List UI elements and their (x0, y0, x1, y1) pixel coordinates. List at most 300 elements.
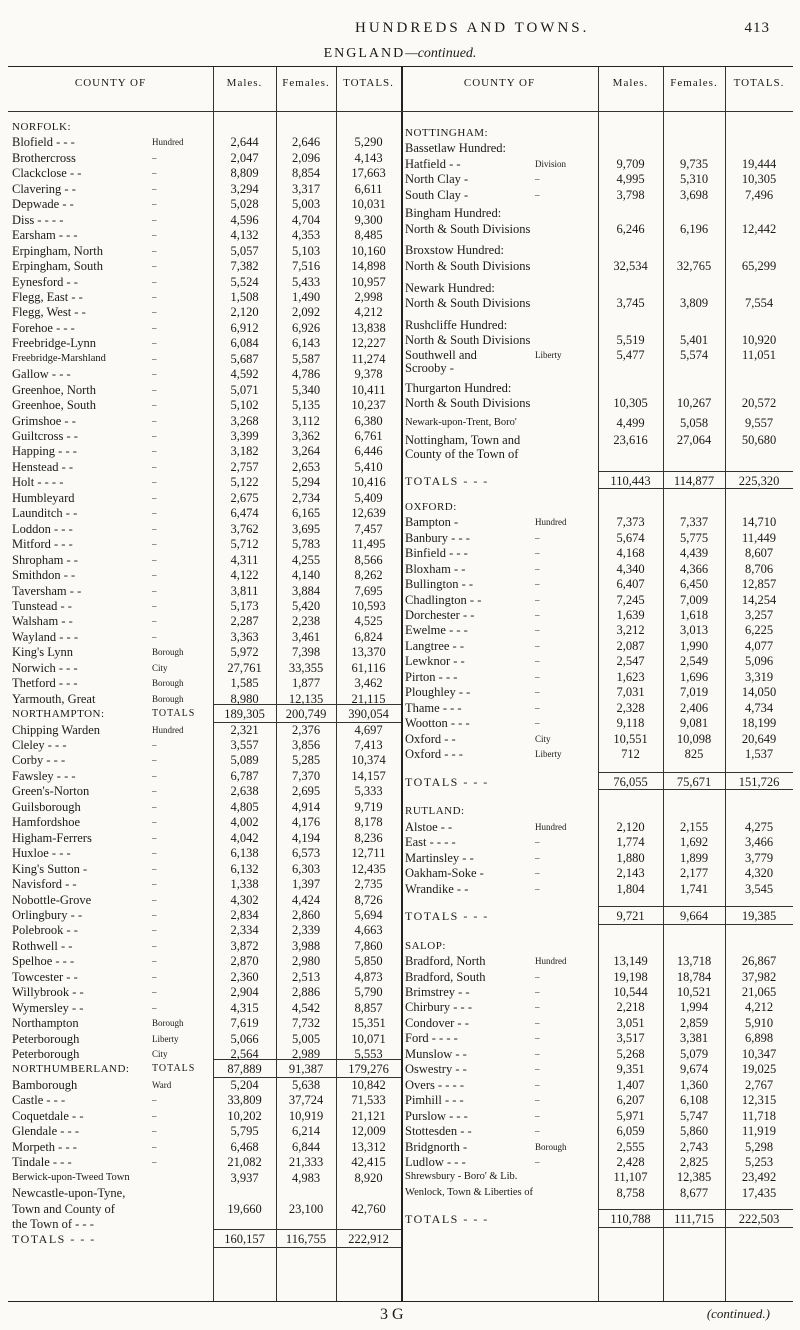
table-row (8, 819, 793, 835)
total-value: 14,254 (741, 592, 777, 607)
males-value: 6,138 (230, 846, 259, 861)
males-value: 2,334 (230, 923, 259, 938)
row-label: Brimstrey - - (405, 985, 470, 1000)
row-label: Spelhoe - - - (12, 954, 75, 969)
females-value: 200,749 (285, 707, 327, 722)
males-value: 4,168 (616, 546, 645, 561)
total-rule (598, 1209, 793, 1210)
total-value: 8,726 (354, 892, 383, 907)
table-row (8, 395, 793, 411)
total-value: 11,051 (742, 348, 776, 363)
females-value: 2,177 (679, 866, 709, 881)
males-value: 4,002 (230, 815, 259, 830)
total-value: 5,910 (744, 1015, 774, 1030)
females-value: 1,397 (291, 877, 321, 892)
total-value: 12,639 (351, 506, 386, 521)
females-value: 1,618 (679, 608, 709, 623)
females-value: 6,844 (291, 1139, 321, 1154)
males-value: 1,804 (616, 881, 645, 896)
males-value: 2,218 (616, 1000, 645, 1015)
females-value: 3,698 (679, 187, 709, 202)
row-label: Blofield - - - (12, 135, 75, 150)
row-label: NORTHAMPTON: (12, 708, 105, 721)
row-label: Flegg, West - - (12, 305, 86, 320)
row-qualifier: – (152, 848, 157, 859)
row-label: Earsham - - - (12, 228, 78, 243)
row-label: RUTLAND: (405, 805, 465, 818)
females-value: 5,135 (291, 398, 321, 413)
row-qualifier: Borough (152, 693, 184, 704)
table-row (8, 922, 793, 938)
row-qualifier: – (535, 1017, 540, 1028)
males-value: 5,204 (230, 1077, 259, 1092)
row-qualifier: – (535, 1095, 540, 1106)
males-value: 3,872 (230, 938, 259, 953)
total-value: 18,199 (741, 716, 777, 731)
row-qualifier: – (152, 369, 157, 380)
males-value: 5,795 (230, 1124, 259, 1139)
total-value: 8,857 (354, 1000, 383, 1015)
males-value: 2,870 (230, 954, 259, 969)
row-label: Willybrook - - (12, 985, 84, 1000)
row-label: Bassetlaw Hundred: (405, 141, 507, 156)
table-row (8, 1185, 793, 1201)
row-qualifier: – (535, 640, 540, 651)
total-value: 7,496 (744, 187, 774, 202)
males-value: 2,328 (616, 700, 645, 715)
total-value: 10,347 (741, 1046, 777, 1061)
total-value: 7,695 (354, 583, 383, 598)
row-qualifier: – (152, 554, 157, 565)
table-row (8, 653, 793, 669)
row-label: East - - - - (405, 835, 456, 850)
total-rule (213, 1229, 401, 1230)
row-label: County of the Town of (405, 447, 519, 462)
females-value: 8,677 (679, 1185, 709, 1200)
males-value: 19,198 (613, 969, 648, 984)
total-value: 4,873 (354, 969, 383, 984)
females-value: 1,899 (679, 850, 709, 865)
row-label: Martinsley - - (405, 850, 474, 865)
females-value: 2,092 (291, 305, 321, 320)
table-row (8, 171, 793, 187)
table-row (8, 317, 793, 333)
total-value: 9,719 (354, 799, 383, 814)
row-qualifier: – (152, 631, 157, 642)
total-value: 14,898 (351, 259, 386, 274)
males-value: 2,638 (230, 784, 259, 799)
row-qualifier: City (152, 662, 168, 673)
females-value: 2,339 (291, 923, 321, 938)
row-qualifier: – (152, 230, 157, 241)
females-value: 10,098 (676, 731, 712, 746)
total-value: 4,734 (744, 700, 774, 715)
row-label: Yarmouth, Great (12, 691, 96, 706)
col-head-males: Males. (226, 77, 263, 89)
males-value: 4,805 (230, 799, 259, 814)
row-label: Guiltcross - - (12, 429, 78, 443)
row-qualifier: – (152, 879, 157, 890)
table-row (8, 638, 793, 654)
row-label: North Clay - (405, 172, 469, 187)
table-row (8, 700, 793, 716)
row-qualifier: – (152, 600, 157, 611)
total-value: 9,378 (354, 367, 383, 382)
row-qualifier: – (152, 539, 157, 550)
total-value: 14,157 (351, 768, 386, 783)
females-value: 111,715 (674, 1212, 714, 1227)
total-value: 37,982 (741, 969, 777, 984)
total-value: 10,237 (351, 398, 386, 413)
row-qualifier: Borough (152, 647, 184, 658)
row-qualifier: – (152, 863, 157, 874)
row-qualifier: – (152, 338, 157, 349)
row-qualifier: – (152, 508, 157, 519)
total-value: 10,593 (351, 598, 386, 613)
males-value: 4,132 (230, 228, 259, 243)
row-label: Purslow - - - (405, 1108, 468, 1123)
total-value: 5,553 (354, 1047, 383, 1061)
row-label: Binfield - - - (405, 546, 468, 561)
females-value: 2,238 (291, 614, 321, 629)
males-value: 2,120 (230, 305, 259, 320)
total-value: 222,503 (738, 1212, 780, 1227)
total-value: 222,912 (348, 1232, 389, 1247)
males-value: 9,351 (616, 1062, 645, 1077)
females-value: 1,696 (679, 669, 709, 684)
total-value: 5,253 (744, 1154, 774, 1169)
males-value: 27,761 (227, 660, 262, 675)
females-value: 7,019 (679, 685, 709, 700)
total-value: 7,554 (744, 295, 774, 310)
signature-mark: 3 G (380, 1306, 404, 1323)
total-value: 3,466 (744, 835, 774, 850)
females-value: 12,135 (288, 691, 324, 706)
total-value: 3,779 (744, 850, 774, 865)
males-value: 1,639 (616, 608, 645, 623)
females-value: 5,587 (291, 351, 321, 366)
females-value: 10,267 (676, 396, 712, 411)
males-value: 11,107 (613, 1170, 648, 1185)
males-value: 2,143 (616, 866, 645, 881)
males-value: 712 (621, 747, 640, 762)
row-qualifier: – (535, 656, 540, 667)
females-value: 6,143 (291, 336, 321, 351)
females-value: 4,194 (291, 830, 321, 845)
females-value: 5,433 (291, 274, 321, 289)
table-row (8, 295, 793, 311)
males-value: 3,798 (616, 187, 645, 202)
table-row (8, 221, 793, 237)
row-label: Grimshoe - - (12, 413, 76, 428)
row-qualifier: Hundred (152, 724, 184, 735)
males-value: 3,517 (616, 1031, 645, 1046)
males-value: 5,122 (230, 475, 259, 490)
row-label: Dorchester - - (405, 608, 475, 623)
total-value: 3,545 (744, 881, 774, 896)
total-value: 14,050 (741, 685, 777, 700)
row-label: Greenhoe, South (12, 398, 97, 413)
males-value: 2,120 (616, 819, 645, 834)
females-value: 7,337 (679, 515, 709, 530)
table-row (8, 1154, 793, 1170)
row-qualifier: Hundred (535, 956, 567, 967)
males-value: 6,132 (230, 861, 259, 876)
row-qualifier: – (535, 1079, 540, 1090)
row-qualifier: – (535, 563, 540, 574)
row-label: Chipping Warden (12, 722, 100, 737)
table-row (8, 1123, 793, 1139)
row-label: TOTALS - - - (12, 1232, 96, 1247)
males-value: 5,971 (616, 1108, 645, 1123)
total-value: 8,178 (354, 815, 383, 830)
females-value: 6,926 (291, 320, 321, 335)
males-value: 7,619 (230, 1016, 259, 1031)
table-row (8, 969, 793, 985)
females-value: 1,877 (291, 676, 321, 691)
total-value: 10,071 (351, 1031, 386, 1046)
total-value: 21,115 (351, 691, 386, 706)
row-qualifier: – (152, 616, 157, 627)
females-value: 5,860 (679, 1124, 709, 1139)
females-value: 9,664 (679, 909, 709, 924)
males-value: 189,305 (224, 707, 265, 722)
males-value: 1,585 (230, 676, 259, 691)
males-value: 4,042 (230, 830, 259, 845)
table-row (8, 1092, 793, 1108)
females-value: 4,353 (291, 228, 321, 243)
females-value: 6,573 (291, 846, 321, 861)
males-value: 6,468 (230, 1139, 259, 1154)
row-qualifier: TOTALS (152, 1063, 196, 1075)
males-value: 8,980 (230, 691, 259, 706)
males-value: 4,995 (616, 172, 645, 187)
row-label: TOTALS - - - (405, 774, 489, 789)
row-label: Diss - - - - (12, 212, 64, 227)
row-label: King's Sutton - (12, 861, 88, 876)
females-value: 12,385 (676, 1170, 712, 1185)
total-value: 5,409 (354, 490, 383, 505)
row-qualifier: – (152, 1095, 157, 1106)
row-qualifier: – (535, 671, 540, 682)
col-head-females: Females. (670, 77, 718, 89)
row-label: Thame - - - (405, 700, 462, 715)
females-value: 1,741 (679, 881, 709, 896)
row-label: Bridgnorth - (405, 1139, 468, 1154)
row-qualifier: – (152, 940, 157, 951)
row-qualifier: – (152, 492, 157, 503)
row-qualifier: Division (535, 158, 567, 169)
table-row (8, 622, 793, 638)
total-value: 12,315 (741, 1093, 777, 1108)
row-qualifier: – (152, 400, 157, 411)
table-row (8, 938, 793, 954)
males-value: 7,373 (616, 515, 645, 530)
males-value: 2,428 (616, 1154, 645, 1169)
males-value: 1,774 (616, 835, 645, 850)
table-row (8, 473, 793, 489)
males-value: 4,302 (230, 892, 259, 907)
total-value: 4,212 (354, 305, 383, 320)
total-value: 4,275 (744, 819, 774, 834)
males-value: 4,315 (230, 1000, 259, 1015)
males-value: 7,382 (230, 259, 259, 274)
total-value: 10,160 (351, 243, 386, 258)
total-value: 7,413 (354, 738, 383, 752)
table-row (8, 731, 793, 747)
males-value: 3,212 (616, 623, 645, 638)
table-row (8, 1015, 793, 1031)
females-value: 6,196 (679, 221, 709, 236)
total-value: 3,319 (744, 669, 774, 684)
row-label: Newark Hundred: (405, 280, 495, 295)
females-value: 5,003 (291, 197, 321, 212)
table-row (8, 715, 793, 731)
row-qualifier: – (152, 446, 157, 457)
table-row (8, 1231, 793, 1247)
males-value: 10,305 (613, 396, 648, 411)
row-label: Fawsley - - - (12, 768, 76, 783)
row-label: TOTALS - - - (405, 1212, 489, 1227)
table-row (8, 1046, 793, 1062)
total-value: 17,663 (351, 166, 386, 181)
males-value: 23,616 (613, 433, 648, 448)
males-value: 1,407 (616, 1077, 645, 1092)
row-label: the Town of - - - (12, 1216, 94, 1231)
table-row (8, 156, 793, 172)
males-value: 5,477 (616, 348, 645, 363)
females-value: 5,420 (291, 598, 321, 613)
males-value: 5,687 (230, 351, 259, 366)
females-value: 1,990 (679, 638, 709, 653)
males-value: 87,889 (227, 1062, 262, 1077)
females-value: 5,103 (291, 243, 321, 258)
row-qualifier: – (152, 585, 157, 596)
total-value: 11,449 (742, 530, 776, 545)
row-label: Ludlow - - - (405, 1154, 466, 1169)
males-value: 2,644 (230, 135, 259, 150)
row-qualifier: – (152, 307, 157, 318)
row-qualifier: – (152, 261, 157, 272)
row-label: Langtree - - (405, 638, 464, 653)
females-value: 5,310 (679, 172, 709, 187)
row-label: Bradford, South (405, 969, 486, 984)
table-row (8, 908, 793, 924)
males-value: 3,399 (230, 429, 259, 443)
total-value: 6,225 (744, 623, 774, 638)
table-row (8, 999, 793, 1015)
row-qualifier: – (535, 1126, 540, 1137)
row-qualifier: – (152, 477, 157, 488)
males-value: 2,047 (230, 150, 259, 165)
males-value: 2,321 (230, 722, 259, 737)
row-label: Wymersley - - (12, 1000, 84, 1015)
males-value: 2,904 (230, 985, 259, 1000)
total-value: 5,790 (354, 985, 383, 1000)
females-value: 4,176 (291, 815, 321, 830)
continued-note: (continued.) (706, 1306, 770, 1321)
males-value: 2,564 (230, 1047, 259, 1061)
col-head-county: COUNTY OF (463, 77, 536, 89)
females-value: 2,980 (291, 954, 321, 969)
females-value: 6,165 (291, 506, 321, 521)
row-label: TOTALS - - - (405, 909, 489, 924)
row-qualifier: – (535, 883, 540, 894)
total-value: 6,761 (354, 429, 383, 443)
row-label: Town and County of (12, 1201, 115, 1216)
females-value: 2,860 (291, 907, 321, 922)
row-label: Shropham - - (12, 552, 78, 567)
total-value: 65,299 (741, 258, 777, 273)
females-value: 2,646 (291, 135, 321, 150)
row-qualifier: – (152, 152, 157, 163)
row-label: NORFOLK: (12, 121, 72, 133)
row-qualifier: – (152, 894, 157, 905)
header-rule (8, 111, 793, 112)
total-rule (598, 789, 793, 790)
total-value: 10,305 (741, 172, 777, 187)
total-value: 2,735 (354, 877, 383, 892)
row-label: Freebridge-Lynn (12, 336, 97, 351)
row-qualifier: Borough (152, 1018, 184, 1029)
males-value: 2,757 (230, 459, 259, 474)
females-value: 3,013 (679, 623, 709, 638)
females-value: 6,450 (679, 577, 709, 592)
row-label: TOTALS - - - (405, 473, 489, 488)
males-value: 3,294 (230, 181, 259, 196)
table-row (8, 205, 793, 221)
table-row (8, 607, 793, 623)
row-label: North & South Divisions (405, 333, 531, 348)
females-value: 5,005 (291, 1031, 321, 1046)
females-value: 91,387 (288, 1062, 324, 1077)
females-value: 2,695 (291, 784, 321, 799)
total-value: 8,236 (354, 830, 383, 845)
males-value: 1,338 (230, 877, 259, 892)
table-row (8, 561, 793, 577)
females-value: 3,988 (291, 938, 321, 953)
males-value: 10,544 (613, 985, 648, 1000)
row-qualifier: – (535, 594, 540, 605)
males-value: 3,268 (230, 413, 259, 428)
total-value: 42,760 (351, 1201, 386, 1216)
table-row (8, 446, 793, 462)
total-value: 9,300 (354, 212, 383, 227)
row-qualifier: – (152, 956, 157, 967)
row-label: Cleley - - - (12, 738, 67, 752)
total-value: 12,857 (741, 577, 777, 592)
row-label: Hatfield - - (405, 156, 461, 171)
row-label: Clackclose - - (12, 166, 82, 181)
males-value: 2,087 (616, 638, 645, 653)
males-value: 5,972 (230, 645, 259, 660)
females-value: 18,784 (676, 969, 712, 984)
table-row (8, 1211, 793, 1227)
females-value: 7,009 (679, 592, 709, 607)
row-label: Rushcliffe Hundred: (405, 317, 508, 332)
row-qualifier: – (152, 523, 157, 534)
row-qualifier: – (152, 384, 157, 395)
row-label: Oxford - - (405, 731, 456, 746)
row-qualifier: – (535, 174, 540, 185)
females-value: 23,100 (288, 1201, 324, 1216)
females-value: 5,285 (291, 753, 321, 768)
row-label: Wrandike - - (405, 881, 469, 896)
total-value: 11,495 (351, 537, 386, 552)
males-value: 1,623 (616, 669, 645, 684)
table-row (8, 746, 793, 762)
males-value: 3,762 (230, 521, 259, 536)
